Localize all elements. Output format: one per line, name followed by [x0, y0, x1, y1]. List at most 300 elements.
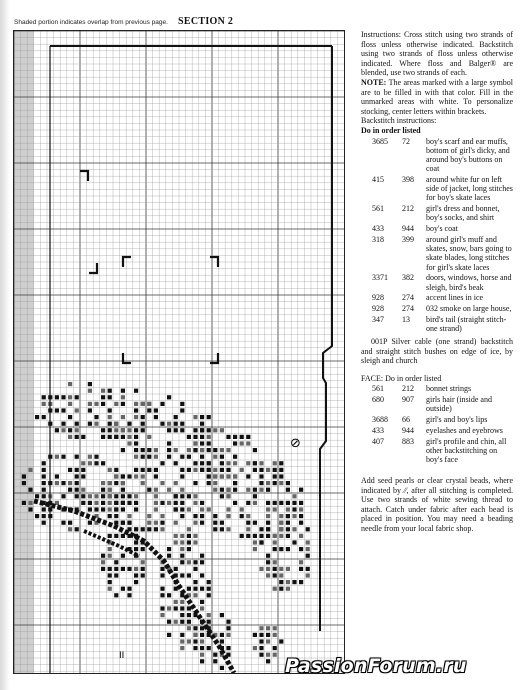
stitch-cell [108, 580, 112, 584]
stitch-cell [101, 395, 105, 399]
stitch-cell [42, 461, 46, 465]
stitch-cell [101, 560, 105, 564]
stitch-cell [154, 455, 158, 459]
stitch-cell [279, 474, 283, 478]
floss-code: 407 [372, 436, 384, 446]
stitch-cell [187, 455, 191, 459]
stitch-cell [266, 481, 270, 485]
stitch-cell [273, 653, 277, 657]
stitch-cell [160, 481, 164, 485]
stitch-cell [101, 402, 105, 406]
legend-description: 032 smoke on large house, [426, 304, 512, 314]
stitch-cell [180, 554, 184, 558]
stitch-cell [180, 600, 184, 604]
stitch-cell [68, 382, 72, 386]
stitch-cell [180, 474, 184, 478]
stitch-cell [180, 402, 184, 406]
stitch-cell [134, 540, 138, 544]
stitch-cell [101, 481, 105, 485]
stitch-cell [61, 395, 65, 399]
stitch-cell [193, 593, 197, 597]
stitch-cell [108, 507, 112, 511]
stitch-cell [61, 422, 65, 426]
stitch-cell [220, 527, 224, 531]
anchor-code: 944 [402, 425, 414, 435]
stitch-cell [299, 580, 303, 584]
stitch-cell [200, 455, 204, 459]
stitch-cell [134, 455, 138, 459]
legend-row [361, 304, 513, 315]
backstitch-heading: Backstitch instructions: [361, 116, 437, 126]
stitch-cell [55, 455, 59, 459]
stitch-cell [279, 567, 283, 571]
stitch-cell [279, 461, 283, 465]
stitch-cell [68, 435, 72, 439]
stitch-cell [121, 435, 125, 439]
stitch-cell [286, 507, 290, 511]
stitch-cell [160, 606, 164, 610]
stitch-cell [193, 494, 197, 498]
beads-text-2: , after all stitching is completed. Use two strands of white sewing thread to attach. Catch under fabric after each bead is placed in position. You may need a beading needle from your local fabric shop. [361, 485, 513, 533]
stitch-cell [273, 461, 277, 465]
stitch-cell [61, 521, 65, 525]
stitch-cell [246, 534, 250, 538]
stitch-cell [180, 455, 184, 459]
stitch-cell [200, 639, 204, 643]
stitch-cell [22, 481, 26, 485]
stitch-cell [154, 415, 158, 419]
stitch-cell [108, 488, 112, 492]
stitch-cell [101, 501, 105, 505]
stitch-cell [266, 468, 270, 472]
stitch-cell [193, 626, 197, 630]
stitch-cell [108, 428, 112, 432]
stitch-cell [207, 620, 211, 624]
grid-lines [14, 31, 344, 673]
anchor-code: 382 [402, 273, 414, 283]
stitch-cell [279, 573, 283, 577]
legend-row [361, 384, 513, 395]
stitch-cell [81, 488, 85, 492]
stitch-cell [299, 560, 303, 564]
stitch-cell [154, 494, 158, 498]
anchor-code: 212 [402, 384, 414, 394]
stitch-cell [259, 468, 263, 472]
stitch-cell [226, 507, 230, 511]
stitch-cell [154, 448, 158, 452]
stitch-cell [81, 501, 85, 505]
stitch-cell [147, 514, 151, 518]
stitch-cell [266, 560, 270, 564]
stitch-cell [121, 389, 125, 393]
stitch-cell [200, 422, 204, 426]
stitch-cell [299, 501, 303, 505]
overlap-shading [14, 31, 34, 673]
stitch-cell [114, 573, 118, 577]
stitch-cell [108, 481, 112, 485]
anchor-code: 944 [402, 224, 414, 234]
stitch-cell [61, 481, 65, 485]
stitch-cell [114, 435, 118, 439]
stitch-cell [35, 415, 39, 419]
stitch-cell [174, 507, 178, 511]
stitch-cell [200, 448, 204, 452]
stitch-cell [213, 455, 217, 459]
stitch-cell [180, 507, 184, 511]
floss-code: 433 [372, 224, 384, 234]
stitch-cell [279, 514, 283, 518]
stitch-cell [279, 547, 283, 551]
stitch-cell [160, 461, 164, 465]
stitch-cell [273, 646, 277, 650]
stitch-cell [246, 441, 250, 445]
stitch-cell [108, 422, 112, 426]
stitch-cell [174, 422, 178, 426]
stitch-cell [134, 428, 138, 432]
face-heading: FACE: Do in order listed [361, 373, 442, 383]
stitch-cell [233, 501, 237, 505]
stitch-cell [174, 606, 178, 610]
stitch-cell [273, 501, 277, 505]
stitch-cell [134, 415, 138, 419]
stitch-cell [42, 395, 46, 399]
stitch-cell [114, 507, 118, 511]
stitch-cell [279, 587, 283, 591]
stitch-cell [193, 501, 197, 505]
stitch-cell [200, 659, 204, 663]
stitch-cell [220, 521, 224, 525]
stitch-cell [246, 435, 250, 439]
stitch-cell [266, 633, 270, 637]
stitch-cell [246, 501, 250, 505]
stitch-cell [174, 567, 178, 571]
stitch-cell [114, 494, 118, 498]
stitch-cell [200, 441, 204, 445]
stitch-cell [253, 547, 257, 551]
stitch-cell [207, 613, 211, 617]
stitch-cell [266, 639, 270, 643]
stitch-cell [180, 494, 184, 498]
stitch-cell [154, 507, 158, 511]
stitch-cell [167, 428, 171, 432]
legend-row [361, 395, 513, 415]
stitch-cell [108, 534, 112, 538]
stitch-cell [200, 507, 204, 511]
stitch-cell [306, 540, 310, 544]
stitch-cell [121, 534, 125, 538]
stitch-cell [154, 521, 158, 525]
stitch-cell [187, 534, 191, 538]
stitch-cell [306, 527, 310, 531]
stitch-cell [213, 428, 217, 432]
stitch-cell [187, 448, 191, 452]
stitch-cell [279, 521, 283, 525]
stitch-cell [200, 560, 204, 564]
stitch-cell [134, 408, 138, 412]
stitch-cell [253, 488, 257, 492]
stitch-cell [127, 514, 131, 518]
stitch-cell [167, 395, 171, 399]
stitch-cell [108, 554, 112, 558]
stitch-cell [292, 507, 296, 511]
bracket-mark [80, 171, 88, 181]
stitch-cell [273, 626, 277, 630]
stitch-cell [127, 474, 131, 478]
stitch-cell [121, 474, 125, 478]
stitch-cell [187, 626, 191, 630]
stitch-cell [88, 521, 92, 525]
stitch-cell [114, 402, 118, 406]
floss-code: 318 [372, 234, 384, 244]
stitch-cell [42, 494, 46, 498]
stitch-cell [226, 626, 230, 630]
stitch-cell [233, 441, 237, 445]
stitch-cell [127, 441, 131, 445]
silver-cable-note: 001P Silver cable (one strand) backstitch and straight stitch bushes on edge of ice, by sleigh and church [361, 336, 513, 366]
stitch-cell [160, 521, 164, 525]
legend-row [361, 224, 513, 235]
stitch-cell [81, 494, 85, 498]
floss-code: 433 [372, 425, 384, 435]
stitch-cell [42, 415, 46, 419]
stitch-cell [88, 507, 92, 511]
stitch-cell [240, 514, 244, 518]
stitch-cell [101, 428, 105, 432]
watermark: PassionForum.ru [285, 655, 467, 677]
stitch-cell [75, 422, 79, 426]
stitch-cell [207, 428, 211, 432]
stitch-cell [75, 468, 79, 472]
stitch-cell [134, 468, 138, 472]
stitch-cell [187, 547, 191, 551]
stitch-cell [226, 494, 230, 498]
stitch-cell [160, 422, 164, 426]
note-text: The areas marked with a large symbol are to be filled in with that color. Fill in the unmarked areas with white. To personalize stocking, center letters within brackets. [361, 77, 514, 116]
legend-row [361, 175, 513, 204]
beads-text-1: Add seed pearls or clear crystal beads, where indicated by [361, 475, 513, 495]
stitch-cell [174, 481, 178, 485]
stitch-cell [220, 613, 224, 617]
stitch-cell [200, 653, 204, 657]
stitch-cell [246, 474, 250, 478]
stitch-cell [174, 600, 178, 604]
stitch-cell [193, 435, 197, 439]
stitch-cell [246, 461, 250, 465]
stitch-cell [253, 494, 257, 498]
stitch-cell [193, 534, 197, 538]
stitch-cell [28, 468, 32, 472]
stitch-cell [180, 534, 184, 538]
stitch-cell [167, 455, 171, 459]
anchor-code: 274 [402, 304, 414, 314]
stitch-cell [134, 448, 138, 452]
stitch-cell [94, 461, 98, 465]
floss-code: 347 [372, 314, 384, 324]
stitch-cell [266, 488, 270, 492]
stitch-cell [141, 560, 145, 564]
stitch-cell [193, 441, 197, 445]
stitch-cell [266, 521, 270, 525]
stitch-cell [207, 646, 211, 650]
stitch-cell [180, 408, 184, 412]
stitch-cell [101, 461, 105, 465]
stitch-cell [174, 415, 178, 419]
stitch-cell [306, 567, 310, 571]
stitch-cell [141, 468, 145, 472]
legend-description: doors, windows, horse and sleigh, bird's beak [426, 273, 512, 292]
chart-grid [14, 31, 344, 673]
stitch-cell [207, 587, 211, 591]
stitch-cell [174, 461, 178, 465]
stitch-cell [273, 534, 277, 538]
stitch-cell [180, 560, 184, 564]
stitch-cell [160, 593, 164, 597]
floss-code: 3371 [372, 273, 388, 283]
anchor-code: 883 [402, 436, 414, 446]
intro-paragraph-1: Instructions: Cross stitch using two strands of floss unless otherwise indicated. Backstitch using two strands of floss unless otherwise indicated. Where floss and Balger® are blended, use two strands of each. [361, 30, 513, 78]
stitch-cell [207, 415, 211, 419]
stitch-cell [187, 573, 191, 577]
stitch-cell [141, 448, 145, 452]
stitch-cell [68, 488, 72, 492]
stitch-cell [88, 494, 92, 498]
anchor-code: 212 [402, 204, 414, 214]
stitch-cell [94, 422, 98, 426]
stitch-cell [81, 435, 85, 439]
stitch-cell [193, 560, 197, 564]
stitch-cell [259, 527, 263, 531]
stitch-cell [22, 474, 26, 478]
stitch-cell [207, 474, 211, 478]
spacer [361, 468, 513, 476]
stitch-cell [240, 507, 244, 511]
legend-row [361, 315, 513, 335]
stitch-cell [292, 540, 296, 544]
legend-row [361, 235, 513, 273]
instructions-panel [361, 30, 513, 533]
legend-description: girls hair (inside and outside) [426, 395, 492, 414]
legend-description: bird's tail (straight stitch-one strand) [426, 314, 507, 334]
stitch-cell [187, 620, 191, 624]
legend-row [361, 273, 513, 293]
stitch-cell [108, 587, 112, 591]
stitch-cell [259, 461, 263, 465]
stitch-cell [101, 435, 105, 439]
stitch-cell [266, 573, 270, 577]
stitch-cell [266, 554, 270, 558]
stitch-cell [75, 474, 79, 478]
stitch-cell [266, 659, 270, 663]
stitch-cell [101, 494, 105, 498]
legend-description: around girl's muff and skates, snow, bars going to skate blades, long stitches for girl's skate laces [426, 234, 512, 272]
stitch-cell [207, 580, 211, 584]
stitch-cell [108, 567, 112, 571]
stitch-cell [193, 540, 197, 544]
stitch-cell [154, 408, 158, 412]
stitch-cell [55, 395, 59, 399]
stitch-cell [108, 573, 112, 577]
stitch-cell [141, 415, 145, 419]
anchor-code: 13 [402, 314, 410, 324]
stitch-cell [226, 435, 230, 439]
stitch-cell [273, 481, 277, 485]
floss-code: 680 [372, 395, 384, 405]
stitch-cell [292, 501, 296, 505]
stitch-cell [193, 580, 197, 584]
stitch-cell [226, 488, 230, 492]
stitch-cell [42, 402, 46, 406]
stitch-cell [187, 639, 191, 643]
stitch-cell [127, 422, 131, 426]
stitch-cell [259, 646, 263, 650]
stitch-cell [233, 455, 237, 459]
floss-code: 3685 [372, 136, 388, 146]
stitch-cell [68, 481, 72, 485]
stitch-cell [42, 468, 46, 472]
stitch-cell [240, 441, 244, 445]
stitch-cell [28, 507, 32, 511]
stitch-cell [180, 514, 184, 518]
stitch-cell [299, 507, 303, 511]
stitch-cell [68, 521, 72, 525]
stitch-cell [61, 428, 65, 432]
stitch-cell [266, 514, 270, 518]
stitch-cell [134, 501, 138, 505]
stitch-cell [207, 593, 211, 597]
stitch-cell [55, 474, 59, 478]
stitch-cell [286, 587, 290, 591]
stitch-cell [121, 567, 125, 571]
stitch-cell [246, 488, 250, 492]
stitch-cell [141, 573, 145, 577]
beads-note [361, 476, 513, 534]
stitch-cell [160, 402, 164, 406]
stitch-cell [42, 474, 46, 478]
stitch-cell [299, 521, 303, 525]
stitch-cell [28, 501, 32, 505]
stitch-cell [75, 408, 79, 412]
stitch-cell [273, 560, 277, 564]
stitch-cell [299, 488, 303, 492]
stitch-cell [88, 402, 92, 406]
stitch-cell [121, 488, 125, 492]
tick-mark-icon: II [119, 651, 125, 661]
stitch-cell [68, 415, 72, 419]
stitch-cell [259, 639, 263, 643]
stitch-cell [187, 507, 191, 511]
stitch-cell [259, 474, 263, 478]
stitch-cell [114, 534, 118, 538]
floss-code: 928 [372, 293, 384, 303]
stitch-cell [273, 547, 277, 551]
stitch-cell [114, 514, 118, 518]
stitch-cell [141, 567, 145, 571]
stitch-cell [253, 468, 257, 472]
stitch-cell [259, 540, 263, 544]
stitch-cell [75, 488, 79, 492]
stitch-cell [134, 435, 138, 439]
stitch-cell [114, 501, 118, 505]
stitch-cell [220, 633, 224, 637]
stitch-cell [134, 567, 138, 571]
stitch-cell [220, 488, 224, 492]
stitch-cell [94, 402, 98, 406]
stitch-cell [88, 422, 92, 426]
stitch-cell [240, 534, 244, 538]
outline-right [320, 46, 332, 631]
stitch-cell [220, 461, 224, 465]
stitch-cell [193, 481, 197, 485]
